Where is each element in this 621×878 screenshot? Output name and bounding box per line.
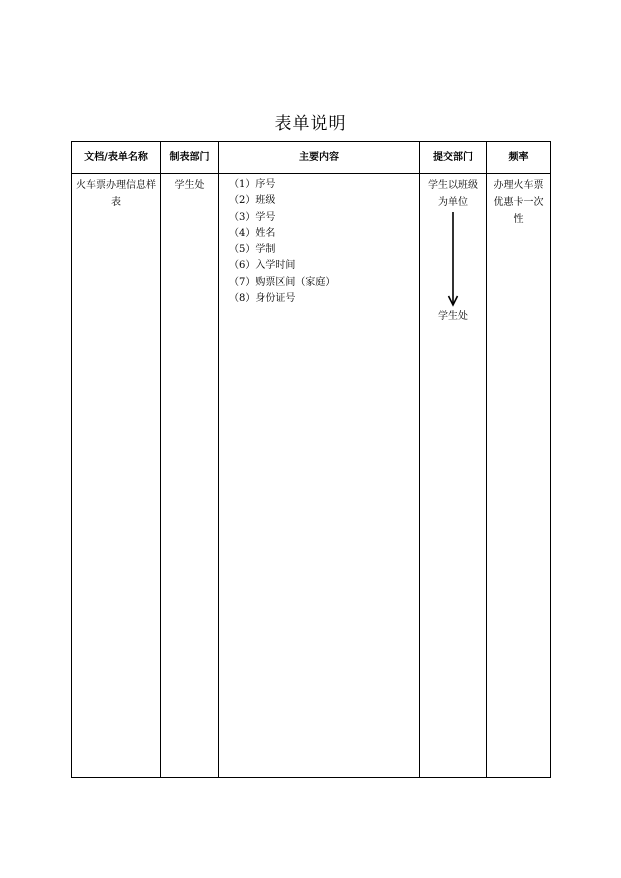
header-contents: 主要内容: [219, 142, 420, 174]
header-dept: 制表部门: [161, 142, 219, 174]
frequency-cell: [487, 174, 551, 778]
submit-from: 学生以班级为单位: [428, 180, 478, 208]
list-item: （4）姓名: [229, 227, 276, 239]
list-item: （3）学号: [229, 211, 276, 223]
list-item: （1）序号: [229, 179, 276, 190]
submit-cell: [420, 174, 487, 778]
header-row: [72, 142, 551, 174]
list-item: （7）购票区间（家庭）: [229, 276, 336, 288]
arrow-down-icon: [447, 212, 459, 308]
contents-list: [219, 174, 419, 307]
page-title: 表单说明: [274, 114, 347, 134]
dept: 学生处: [174, 180, 205, 191]
header-frequency: 频率: [487, 142, 551, 174]
table-row: [72, 174, 551, 778]
dept-cell: [161, 174, 219, 778]
list-item: （2）班级: [229, 195, 276, 207]
doc-name: 火车票办理信息样表: [76, 180, 156, 208]
list-item: （6）入学时间: [229, 260, 296, 272]
contents-cell: [219, 174, 420, 778]
submit-to: 学生处: [438, 311, 468, 322]
doc-name-cell: [72, 174, 161, 778]
frequency: 办理火车票优惠卡一次性: [493, 180, 544, 225]
header-submit-dept: 提交部门: [420, 142, 487, 174]
form-table: [71, 141, 551, 778]
list-item: （8）身份证号: [229, 293, 296, 305]
header-doc-name: 文档/表单名称: [72, 142, 161, 174]
list-item: （5）学制: [229, 244, 276, 256]
